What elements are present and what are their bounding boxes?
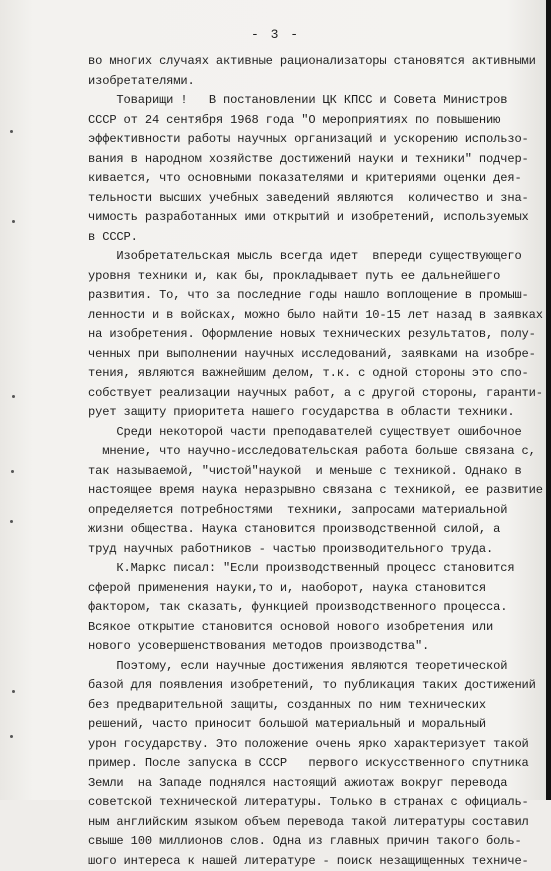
text-line: без предварительной защиты, созданных по ним технических	[88, 696, 536, 716]
text-line: фактором, так сказать, функцией производственного процесса.	[88, 598, 536, 618]
paragraph-4	[88, 423, 536, 560]
scan-speck	[10, 735, 13, 738]
text-line: Среди некоторой части преподавателей существует ошибочное	[88, 423, 536, 443]
text-line: Поэтому, если научные достижения являются теоретической	[88, 657, 536, 677]
text-line: труд научных работников - частью производительного труда.	[88, 540, 536, 560]
text-line: настоящее время наука неразрывно связана с техникой, ее развитие	[88, 481, 536, 501]
text-line: сферой применения науки,то и, наоборот, наука становится	[88, 579, 536, 599]
scan-speck	[10, 520, 13, 523]
text-line: решений, часто приносит большой материальный и моральный	[88, 715, 536, 735]
text-line: во многих случаях активные рационализаторы становятся активными	[88, 52, 536, 72]
text-line: Всякое открытие становится основой нового изобретения или	[88, 618, 536, 638]
text-line: мнение, что научно-исследовательская работа больше связана с,	[88, 442, 536, 462]
text-line: на изобретения. Оформление новых технических результатов, полу-	[88, 325, 536, 345]
scan-speck	[12, 690, 15, 693]
text-line: определяется потребностями техники, запросами материальной	[88, 501, 536, 521]
text-line: жизни общества. Наука становится производственной силой, а	[88, 520, 536, 540]
text-line: ченных при выполнении научных исследований, заявками на изобре-	[88, 345, 536, 365]
text-line: советской технической литературы. Только в странах с официаль-	[88, 793, 536, 813]
scan-edge	[546, 0, 551, 800]
scan-speck	[10, 130, 13, 133]
text-line: кивается, что основными показателями и критериями оценки дея-	[88, 169, 536, 189]
text-line: Товарищи ! В постановлении ЦК КПСС и Совета Министров	[88, 91, 536, 111]
text-line: тельности высших учебных заведений являются количество и зна-	[88, 189, 536, 209]
paragraph-2	[88, 91, 536, 247]
text-line: уровня техники и, как бы, прокладывает путь ее дальнейшего	[88, 267, 536, 287]
text-line: так называемой, "чистой"наукой и меньше с техникой. Однако в	[88, 462, 536, 482]
text-line: ленности и в войсках, можно было найти 10-15 лет назад в заявках	[88, 306, 536, 326]
text-line: эффективности работы научных организаций и ускорению использо-	[88, 130, 536, 150]
text-line: базой для появления изобретений, то публикация таких достижений	[88, 676, 536, 696]
text-line: урон государству. Это положение очень ярко характеризует такой	[88, 735, 536, 755]
text-line: нового усовершенствования методов производства".	[88, 637, 536, 657]
paragraph-1	[88, 52, 536, 91]
text-line: тения, являются важнейшим делом, т.к. с одной стороны это спо-	[88, 364, 536, 384]
text-line: развития. То, что за последние годы нашло воплощение в промыш-	[88, 286, 536, 306]
text-line: К.Маркс писал: "Если производственный процесс становится	[88, 559, 536, 579]
text-line: в СССР.	[88, 228, 536, 248]
text-line: свыше 100 миллионов слов. Одна из главных причин такого боль-	[88, 832, 536, 852]
text-line: СССР от 24 сентября 1968 года "О мероприятиях по повышению	[88, 111, 536, 131]
scan-speck	[12, 220, 15, 223]
text-line: рует защиту приоритета нашего государства в области техники.	[88, 403, 536, 423]
scan-speck	[11, 470, 14, 473]
text-line: ным английским языком объем перевода такой литературы составил	[88, 813, 536, 833]
text-line: чимость разработанных ими открытий и изобретений, используемых	[88, 208, 536, 228]
text-line: шого интереса к нашей литературе - поиск незащищенных техниче-	[88, 852, 536, 871]
text-line: изобретателями.	[88, 72, 536, 92]
scan-speck	[12, 395, 15, 398]
document-body	[88, 52, 536, 800]
text-line: собствует реализации научных работ, а с другой стороны, гаранти-	[88, 384, 536, 404]
page-number: - 3 -	[0, 27, 551, 42]
text-line: Изобретательская мысль всегда идет впереди существующего	[88, 247, 536, 267]
text-line: вания в народном хозяйстве достижений науки и техники" подчер-	[88, 150, 536, 170]
paragraph-3	[88, 247, 536, 423]
text-line: Земли на Западе поднялся настоящий ажиотаж вокруг перевода	[88, 774, 536, 794]
paragraph-6	[88, 657, 536, 871]
text-line: пример. После запуска в СССР первого искусственного спутника	[88, 754, 536, 774]
paragraph-5	[88, 559, 536, 657]
